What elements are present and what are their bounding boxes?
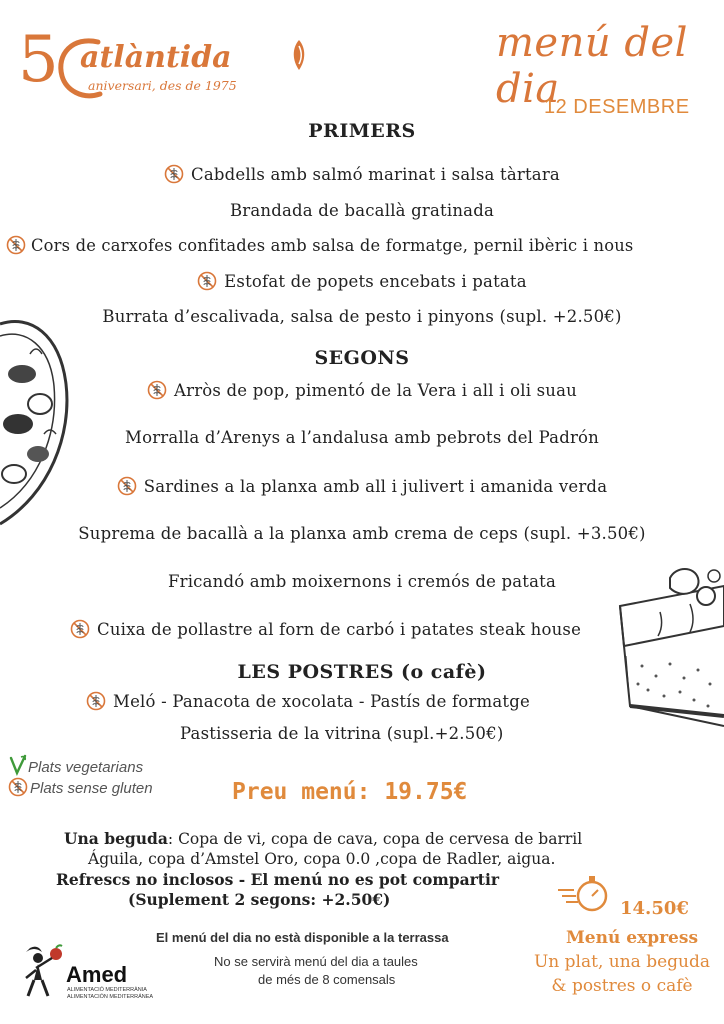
section-title-postres: LES POSTRES (o cafè) — [237, 661, 487, 683]
menu-item — [86, 691, 530, 711]
menu-price: Preu menú: 19.75€ — [232, 779, 468, 805]
menu-item-text: Morralla d’Arenys a l’andalusa amb pebrots del Padrón — [124, 428, 600, 447]
logo — [18, 22, 318, 112]
menu-item — [0, 380, 724, 400]
stopwatch-icon — [556, 872, 612, 916]
menu-item-text: Pastisseria de la vitrina (supl.+2.50€) — [180, 724, 504, 743]
menu-item — [0, 476, 724, 496]
legend — [8, 754, 153, 797]
legend-gluten-free-text: Plats sense gluten — [30, 780, 153, 797]
beverage-label: Una beguda — [64, 829, 168, 848]
chef-figure-icon — [22, 944, 68, 1000]
menu-title: menú del dia — [496, 20, 688, 112]
menu-item-text: Arròs de pop, pimentó de la Vera i all i oli suau — [174, 381, 577, 400]
vegetarian-leaf-icon — [8, 754, 28, 776]
menu-item — [0, 307, 724, 326]
gluten-free-icon — [8, 777, 28, 797]
gluten-free-icon — [164, 164, 184, 184]
menu-item-text: Sardines a la planxa amb all i julivert i amanida verda — [143, 477, 608, 496]
menu-item — [0, 572, 724, 591]
menu-item-text: Suprema de bacallà a la planxa amb crema de ceps (supl. +3.50€) — [78, 524, 646, 543]
beverage-line — [64, 829, 582, 848]
amed-name: Amed — [66, 962, 128, 987]
beverage-text: : Copa de vi, copa de cava, copa de cervesa de barril — [167, 830, 583, 848]
terrace-note: El menú del dia no està disponible a la terrassa — [156, 930, 449, 945]
menu-item — [70, 619, 581, 639]
express-line-2: & postres o cafè — [551, 976, 693, 996]
menu-item — [180, 724, 503, 743]
menu-item — [0, 164, 724, 184]
gluten-free-icon — [197, 271, 217, 291]
menu-item — [0, 271, 724, 291]
menu-item-text: Burrata d’escalivada, salsa de pesto i pinyons (supl. +2.50€) — [102, 307, 622, 326]
express-price: 14.50€ — [620, 898, 689, 919]
express-line-1: Un plat, una beguda — [533, 952, 710, 972]
menu-item-text: Brandada de bacallà gratinada — [229, 201, 495, 220]
section-title-segons: SEGONS — [314, 347, 410, 369]
menu-item — [0, 524, 724, 543]
rocket-flame-icon — [288, 38, 310, 72]
legend-gluten-free — [8, 777, 153, 797]
legend-vegetarian-text: Plats vegetarians — [28, 759, 144, 776]
section-title-primers: PRIMERS — [308, 120, 416, 142]
gluten-free-icon — [6, 235, 26, 255]
menu-item — [0, 428, 724, 447]
express-title: Menú express — [565, 928, 699, 948]
logo-subtitle: aniversari, des de 1975 — [88, 78, 237, 93]
amed-logo — [22, 944, 152, 1004]
beverage-line-3: Refrescs no inclosos - El menú no es pot compartir — [56, 870, 500, 889]
beverage-line-2: Águila, copa d’Amstel Oro, copa 0.0 ,copa de Radler, aigua. — [88, 850, 556, 868]
logo-anniversary-number: 5 — [18, 23, 59, 97]
tables-note-1: No se servirà menú del dia a taules — [214, 954, 418, 969]
menu-item — [0, 201, 724, 220]
gluten-free-icon — [86, 691, 106, 711]
menu-item — [6, 235, 633, 255]
menu-item-text: Cabdells amb salmó marinat i salsa tàrtara — [191, 165, 560, 184]
menu-date: 12 DESEMBRE — [544, 96, 690, 118]
beverage-line-4: (Suplement 2 segons: +2.50€) — [128, 890, 391, 909]
gluten-free-icon — [70, 619, 90, 639]
menu-item-text: Cors de carxofes confitades amb salsa de formatge, pernil ibèric i nous — [31, 236, 634, 255]
menu-item-text: Fricandó amb moixernons i cremós de patata — [167, 572, 557, 591]
amed-sub-1: ALIMENTACIÓ MEDITERRÀNIA — [67, 987, 147, 993]
logo-brand: atlàntida — [80, 40, 232, 75]
tables-note-2: de més de 8 comensals — [258, 972, 396, 987]
menu-item-text: Cuixa de pollastre al forn de carbó i patates steak house — [97, 620, 582, 639]
menu-item-text: Meló - Panacota de xocolata - Pastís de formatge — [113, 692, 530, 711]
gluten-free-icon — [117, 476, 137, 496]
gluten-free-icon — [147, 380, 167, 400]
menu-item-text: Estofat de popets encebats i patata — [224, 272, 527, 291]
legend-vegetarian — [8, 754, 153, 776]
cheesecake-illustration — [590, 566, 724, 736]
amed-sub-2: ALIMENTACIÓN MEDITERRÁNEA — [67, 994, 154, 1000]
